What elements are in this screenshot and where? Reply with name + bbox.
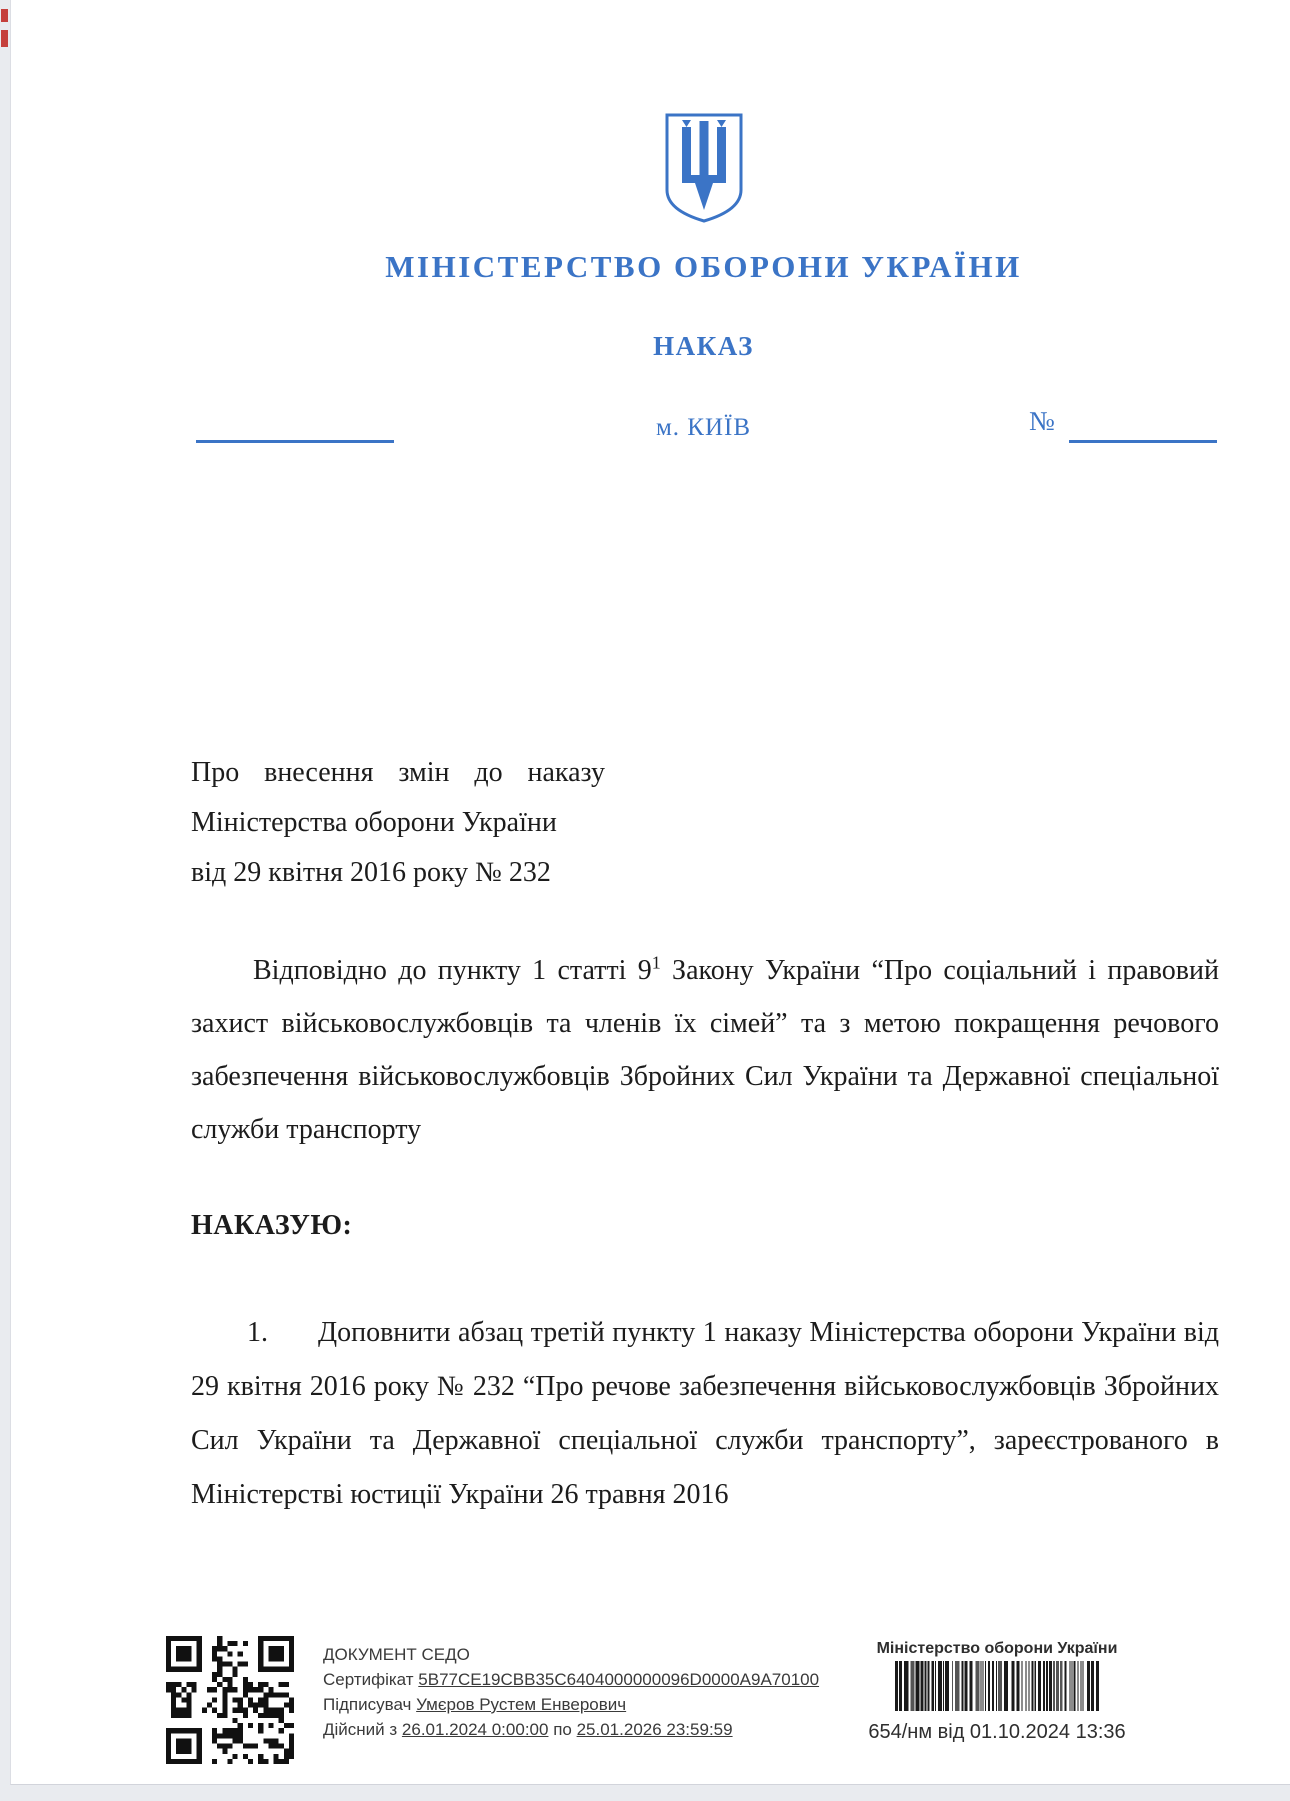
qr-code-icon	[166, 1636, 294, 1766]
preamble-paragraph	[191, 944, 1219, 1156]
number-blank-line	[1069, 440, 1217, 443]
preamble-text: Закону України “Про соціальний і правовий захист військовослужбовців та членів їх сімей” та з метою покращення речового забезпечення військовослужбовців Збройних Сил України та Державної спеціальної служби транспорту	[191, 955, 1219, 1145]
validity-label: Дійсний з	[323, 1720, 398, 1739]
preamble-text: Відповідно до пункту 1 статті 9	[253, 955, 652, 986]
footnote-superscript: 1	[651, 952, 661, 973]
ukraine-trident-emblem-icon	[166, 112, 1241, 224]
ministry-title: МІНІСТЕРСТВО ОБОРОНИ УКРАЇНИ	[385, 249, 1022, 284]
number-sign-label: №	[1029, 406, 1055, 436]
registration-number-line: 654/нм від 01.10.2024 13:36	[868, 1721, 1126, 1743]
city-label: м. КИЇВ	[655, 414, 752, 441]
validity-to: 25.01.2026 23:59:59	[576, 1720, 733, 1739]
signer-label: Підписувач	[323, 1695, 412, 1714]
document-page	[10, 0, 1290, 1785]
scan-artifact-red-mark	[1, 30, 8, 47]
signer-value: Умєров Рустем Енверович	[416, 1695, 627, 1714]
registration-org-name: Міністерство оборони України	[876, 1640, 1118, 1657]
subject-line: Міністерства оборони України	[191, 807, 557, 838]
order-heading: НАКАЗУЮ:	[191, 1210, 353, 1241]
certificate-label: Сертифікат	[323, 1670, 414, 1689]
stamp-certificate-line	[323, 1667, 819, 1692]
item-text: Доповнити абзац третій пункту 1 наказу Міністерства оборони України від 29 квітня 2016 року № 232 “Про речове забезпечення військовослужбовців Збройних Сил України та Державної спеціальної служби транспорту”, зареєстрованого в Міністерстві юстиції України 26 травня 2016	[191, 1317, 1219, 1510]
item-number: 1.	[247, 1317, 268, 1348]
barcode-icon	[895, 1661, 1099, 1711]
certificate-value: 5B77CE19CBB35C6404000000096D0000A9A70100	[418, 1670, 820, 1689]
stamp-system-label: ДОКУМЕНТ СЕДО	[323, 1645, 470, 1664]
order-item-paragraph	[191, 1306, 1219, 1522]
validity-from: 26.01.2024 0:00:00	[401, 1720, 549, 1739]
stamp-validity-line	[323, 1717, 819, 1742]
sedo-stamp-block	[323, 1642, 819, 1742]
document-type-title: НАКАЗ	[653, 331, 754, 361]
stamp-signer-line	[323, 1692, 819, 1717]
registration-block	[857, 1640, 1137, 1744]
validity-conjunction: по	[553, 1720, 572, 1739]
subject-block	[191, 748, 605, 898]
scan-artifact-red-mark	[1, 9, 8, 22]
subject-line: Про внесення змін до наказу	[191, 757, 605, 788]
subject-line: від 29 квітня 2016 року № 232	[191, 857, 551, 888]
date-blank-line	[196, 440, 394, 443]
